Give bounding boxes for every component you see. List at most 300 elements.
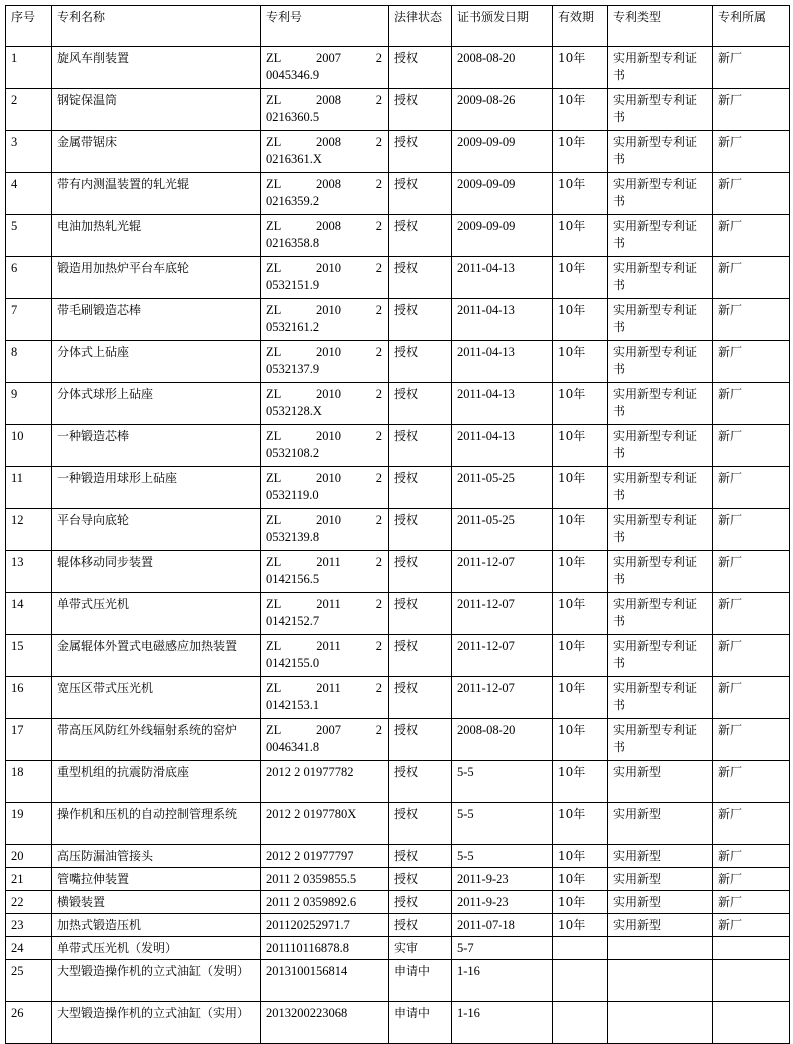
patent-no-line1: [266, 470, 384, 487]
row-index: 11: [6, 467, 52, 509]
row-issue-date: 5-5: [452, 803, 553, 845]
patent-no-line2: 0532137.9: [266, 362, 320, 376]
patent-no-part: ZL: [266, 135, 282, 149]
row-index: 5: [6, 215, 52, 257]
patent-no-line1: [266, 176, 384, 193]
row-type: 实用新型专利证书: [608, 635, 713, 677]
row-issue-date: 2011-04-13: [452, 383, 553, 425]
patent-no-line1: [266, 260, 384, 277]
row-issue-date: 2011-12-07: [452, 677, 553, 719]
patent-no-part: 2011: [316, 555, 341, 569]
patent-no-line1: [266, 512, 384, 529]
row-type: 实用新型专利证书: [608, 467, 713, 509]
patent-no-line1: [266, 386, 384, 403]
patent-no-line1: [266, 722, 384, 739]
row-validity: 10年: [553, 341, 608, 383]
patent-no-line1: [266, 554, 384, 571]
row-patent-no: 2013200223068: [261, 1002, 389, 1044]
patent-no-line1: [266, 344, 384, 361]
row-owner: 新厂: [713, 467, 790, 509]
row-type: 实用新型专利证书: [608, 299, 713, 341]
row-name: 单带式压光机: [52, 593, 261, 635]
patent-no-part: 2: [375, 303, 382, 317]
patent-no-part: ZL: [266, 51, 282, 65]
row-validity: 10年: [553, 845, 608, 868]
row-patent-no: [261, 89, 389, 131]
row-owner: 新厂: [713, 341, 790, 383]
row-patent-no: [261, 593, 389, 635]
row-name: 锻造用加热炉平台车底轮: [52, 257, 261, 299]
table-row: [6, 551, 790, 593]
row-legal-status: 授权: [389, 845, 452, 868]
row-validity: 10年: [553, 173, 608, 215]
patent-no-part: ZL: [266, 345, 282, 359]
row-issue-date: 2011-9-23: [452, 868, 553, 891]
row-owner: 新厂: [713, 845, 790, 868]
row-issue-date: 2008-08-20: [452, 719, 553, 761]
row-type: 实用新型专利证书: [608, 47, 713, 89]
table-row: [6, 1002, 790, 1044]
row-name: 重型机组的抗震防滑底座: [52, 761, 261, 803]
row-owner: 新厂: [713, 47, 790, 89]
row-owner: 新厂: [713, 509, 790, 551]
row-type: 实用新型专利证书: [608, 509, 713, 551]
header-legal-status: 法律状态: [389, 6, 452, 47]
row-patent-no: 2012 2 01977797: [261, 845, 389, 868]
row-name: 高压防漏油管接头: [52, 845, 261, 868]
patent-no-part: 2: [375, 723, 382, 737]
row-owner: 新厂: [713, 593, 790, 635]
table-row: [6, 761, 790, 803]
row-patent-no: 2012 2 0197780X: [261, 803, 389, 845]
row-owner: 新厂: [713, 677, 790, 719]
header-patent-no: 专利号: [261, 6, 389, 47]
patent-no-line2: 0532119.0: [266, 488, 319, 502]
row-patent-no: [261, 509, 389, 551]
row-index: 4: [6, 173, 52, 215]
row-type: 实用新型专利证书: [608, 593, 713, 635]
row-owner: 新厂: [713, 868, 790, 891]
row-type: 实用新型: [608, 891, 713, 914]
row-validity: 10年: [553, 131, 608, 173]
row-owner: 新厂: [713, 257, 790, 299]
row-name: 管嘴拉伸装置: [52, 868, 261, 891]
row-type: 实用新型: [608, 761, 713, 803]
row-index: 15: [6, 635, 52, 677]
patent-no-part: ZL: [266, 261, 282, 275]
row-validity: 10年: [553, 677, 608, 719]
patent-no-part: 2: [375, 135, 382, 149]
patent-no-part: ZL: [266, 303, 282, 317]
row-index: 6: [6, 257, 52, 299]
row-validity: [553, 960, 608, 1002]
table-row: [6, 960, 790, 1002]
row-validity: 10年: [553, 803, 608, 845]
patent-no-line1: [266, 596, 384, 613]
patent-no-part: ZL: [266, 471, 282, 485]
row-name: 分体式上砧座: [52, 341, 261, 383]
patent-no-line1: [266, 638, 384, 655]
patent-no-line2: 0216361.X: [266, 152, 322, 166]
row-issue-date: 2011-05-25: [452, 509, 553, 551]
row-index: 7: [6, 299, 52, 341]
patent-no-line2: 0142152.7: [266, 614, 320, 628]
row-type: 实用新型: [608, 845, 713, 868]
table-row: [6, 719, 790, 761]
patent-no-line1: [266, 92, 384, 109]
table-row: [6, 89, 790, 131]
row-owner: [713, 1002, 790, 1044]
row-owner: 新厂: [713, 299, 790, 341]
patent-no-line2: 0216360.5: [266, 110, 320, 124]
row-validity: 10年: [553, 257, 608, 299]
patent-no-part: 2010: [316, 513, 342, 527]
row-legal-status: 授权: [389, 215, 452, 257]
patent-no-line1: [266, 218, 384, 235]
row-type: 实用新型专利证书: [608, 257, 713, 299]
row-patent-no: [261, 257, 389, 299]
row-patent-no: 201120252971.7: [261, 914, 389, 937]
patent-no-line2: 0532108.2: [266, 446, 320, 460]
row-name: 金属辊体外置式电磁感应加热装置: [52, 635, 261, 677]
table-row: [6, 868, 790, 891]
row-patent-no: [261, 551, 389, 593]
row-index: 2: [6, 89, 52, 131]
row-legal-status: 实审: [389, 937, 452, 960]
patent-no-line2: 0046341.8: [266, 740, 320, 754]
patent-no-part: ZL: [266, 723, 282, 737]
patent-no-part: 2008: [316, 135, 342, 149]
row-owner: 新厂: [713, 914, 790, 937]
row-owner: 新厂: [713, 425, 790, 467]
patent-no-part: 2: [375, 681, 382, 695]
patent-no-part: 2010: [316, 429, 342, 443]
row-issue-date: 2011-04-13: [452, 341, 553, 383]
row-issue-date: 1-16: [452, 960, 553, 1002]
row-patent-no: 2012 2 01977782: [261, 761, 389, 803]
table-row: [6, 257, 790, 299]
row-validity: 10年: [553, 467, 608, 509]
row-type: 实用新型专利证书: [608, 677, 713, 719]
row-patent-no: 2011 2 0359855.5: [261, 868, 389, 891]
row-patent-no: [261, 341, 389, 383]
row-validity: [553, 1002, 608, 1044]
row-legal-status: 授权: [389, 383, 452, 425]
row-owner: 新厂: [713, 719, 790, 761]
row-issue-date: 2008-08-20: [452, 47, 553, 89]
row-legal-status: 授权: [389, 257, 452, 299]
table-row: [6, 845, 790, 868]
row-validity: 10年: [553, 425, 608, 467]
row-index: 18: [6, 761, 52, 803]
patent-no-part: 2: [375, 51, 382, 65]
row-index: 19: [6, 803, 52, 845]
row-legal-status: 授权: [389, 299, 452, 341]
row-name: 辊体移动同步装置: [52, 551, 261, 593]
row-index: 23: [6, 914, 52, 937]
patent-no-part: 2: [375, 639, 382, 653]
row-index: 22: [6, 891, 52, 914]
header-issue-date: 证书颁发日期: [452, 6, 553, 47]
patent-no-part: 2010: [316, 303, 342, 317]
row-patent-no: [261, 299, 389, 341]
row-legal-status: 授权: [389, 509, 452, 551]
row-validity: 10年: [553, 719, 608, 761]
patent-no-line2: 0142153.1: [266, 698, 320, 712]
row-issue-date: 2009-08-26: [452, 89, 553, 131]
row-owner: 新厂: [713, 131, 790, 173]
patent-no-part: ZL: [266, 429, 282, 443]
header-row: [6, 6, 790, 47]
row-patent-no: [261, 383, 389, 425]
row-issue-date: 2009-09-09: [452, 215, 553, 257]
row-validity: 10年: [553, 47, 608, 89]
row-index: 14: [6, 593, 52, 635]
patent-no-line2: 0142156.5: [266, 572, 320, 586]
row-issue-date: 5-7: [452, 937, 553, 960]
row-name: 操作机和压机的自动控制管理系统: [52, 803, 261, 845]
row-type: 实用新型专利证书: [608, 215, 713, 257]
row-legal-status: 授权: [389, 131, 452, 173]
table-row: [6, 47, 790, 89]
row-legal-status: 授权: [389, 467, 452, 509]
patent-no-part: ZL: [266, 639, 282, 653]
row-validity: [553, 937, 608, 960]
patent-no-part: 2: [375, 597, 382, 611]
row-issue-date: 2009-09-09: [452, 131, 553, 173]
row-validity: 10年: [553, 215, 608, 257]
table-row: [6, 131, 790, 173]
table-row: [6, 914, 790, 937]
header-index: 序号: [6, 6, 52, 47]
patent-no-line1: [266, 428, 384, 445]
row-type: 实用新型专利证书: [608, 89, 713, 131]
row-index: 20: [6, 845, 52, 868]
row-type: 实用新型专利证书: [608, 131, 713, 173]
patent-no-line2: 0532139.8: [266, 530, 320, 544]
patent-no-part: 2: [375, 177, 382, 191]
row-patent-no: 201110116878.8: [261, 937, 389, 960]
row-legal-status: 授权: [389, 173, 452, 215]
row-validity: 10年: [553, 593, 608, 635]
patent-no-part: 2010: [316, 387, 342, 401]
row-owner: 新厂: [713, 891, 790, 914]
row-legal-status: 申请中: [389, 1002, 452, 1044]
row-legal-status: 授权: [389, 47, 452, 89]
table-row: [6, 467, 790, 509]
patent-no-line1: [266, 302, 384, 319]
table-row: [6, 299, 790, 341]
patent-no-part: ZL: [266, 219, 282, 233]
row-index: 17: [6, 719, 52, 761]
row-validity: 10年: [553, 868, 608, 891]
patent-no-part: 2008: [316, 177, 342, 191]
row-type: [608, 960, 713, 1002]
row-index: 12: [6, 509, 52, 551]
patent-no-part: 2010: [316, 471, 342, 485]
patent-no-part: 2: [375, 513, 382, 527]
row-patent-no: [261, 425, 389, 467]
row-legal-status: 授权: [389, 761, 452, 803]
row-validity: 10年: [553, 551, 608, 593]
row-validity: 10年: [553, 635, 608, 677]
row-validity: 10年: [553, 891, 608, 914]
row-issue-date: 2011-04-13: [452, 299, 553, 341]
patent-no-part: 2008: [316, 93, 342, 107]
row-issue-date: 2011-12-07: [452, 635, 553, 677]
row-name: 旋风车削装置: [52, 47, 261, 89]
row-legal-status: 申请中: [389, 960, 452, 1002]
header-owner: 专利所属: [713, 6, 790, 47]
row-index: 9: [6, 383, 52, 425]
row-owner: [713, 937, 790, 960]
header-name: 专利名称: [52, 6, 261, 47]
row-index: 24: [6, 937, 52, 960]
row-index: 8: [6, 341, 52, 383]
patent-no-part: ZL: [266, 681, 282, 695]
patent-no-line2: 0216359.2: [266, 194, 320, 208]
row-legal-status: 授权: [389, 593, 452, 635]
row-issue-date: 5-5: [452, 845, 553, 868]
row-patent-no: [261, 677, 389, 719]
row-index: 21: [6, 868, 52, 891]
row-type: 实用新型专利证书: [608, 425, 713, 467]
row-legal-status: 授权: [389, 891, 452, 914]
row-name: 一种锻造芯棒: [52, 425, 261, 467]
row-issue-date: 2011-12-07: [452, 593, 553, 635]
patent-no-part: ZL: [266, 177, 282, 191]
row-patent-no: [261, 635, 389, 677]
header-validity: 有效期: [553, 6, 608, 47]
row-name: 金属带锯床: [52, 131, 261, 173]
table-row: [6, 635, 790, 677]
row-legal-status: 授权: [389, 719, 452, 761]
row-legal-status: 授权: [389, 341, 452, 383]
row-patent-no: [261, 131, 389, 173]
row-name: 电油加热轧光辊: [52, 215, 261, 257]
row-legal-status: 授权: [389, 868, 452, 891]
patent-no-part: 2011: [316, 639, 341, 653]
patent-no-part: ZL: [266, 555, 282, 569]
patent-no-part: 2: [375, 471, 382, 485]
patent-no-part: 2010: [316, 345, 342, 359]
patent-no-part: 2011: [316, 597, 341, 611]
row-owner: 新厂: [713, 383, 790, 425]
row-legal-status: 授权: [389, 425, 452, 467]
row-legal-status: 授权: [389, 89, 452, 131]
patent-no-part: 2: [375, 345, 382, 359]
row-type: 实用新型专利证书: [608, 383, 713, 425]
row-name: 带毛刷锻造芯棒: [52, 299, 261, 341]
row-issue-date: 2011-07-18: [452, 914, 553, 937]
table-row: [6, 937, 790, 960]
header-type: 专利类型: [608, 6, 713, 47]
row-name: 宽压区带式压光机: [52, 677, 261, 719]
row-patent-no: 2013100156814: [261, 960, 389, 1002]
row-index: 16: [6, 677, 52, 719]
patent-no-part: 2: [375, 261, 382, 275]
row-legal-status: 授权: [389, 803, 452, 845]
row-type: 实用新型专利证书: [608, 551, 713, 593]
patent-no-part: 2007: [316, 723, 342, 737]
patent-no-line2: 0532151.9: [266, 278, 320, 292]
row-type: 实用新型专利证书: [608, 719, 713, 761]
row-issue-date: 2011-04-13: [452, 257, 553, 299]
patent-no-part: 2: [375, 387, 382, 401]
patent-no-part: ZL: [266, 387, 282, 401]
row-patent-no: [261, 173, 389, 215]
patent-no-part: 2: [375, 555, 382, 569]
row-issue-date: 2011-9-23: [452, 891, 553, 914]
row-issue-date: 5-5: [452, 761, 553, 803]
row-name: 分体式球形上砧座: [52, 383, 261, 425]
row-validity: 10年: [553, 761, 608, 803]
patent-no-line2: 0142155.0: [266, 656, 320, 670]
row-index: 10: [6, 425, 52, 467]
row-issue-date: 2011-05-25: [452, 467, 553, 509]
patent-no-part: 2: [375, 429, 382, 443]
row-issue-date: 2009-09-09: [452, 173, 553, 215]
patent-no-line2: 0532128.X: [266, 404, 322, 418]
row-legal-status: 授权: [389, 677, 452, 719]
row-issue-date: 2011-12-07: [452, 551, 553, 593]
row-name: 横锻装置: [52, 891, 261, 914]
patent-no-line2: 0532161.2: [266, 320, 320, 334]
row-validity: 10年: [553, 914, 608, 937]
row-name: 加热式锻造压机: [52, 914, 261, 937]
row-issue-date: 1-16: [452, 1002, 553, 1044]
row-validity: 10年: [553, 299, 608, 341]
row-owner: [713, 960, 790, 1002]
table-row: [6, 383, 790, 425]
patent-no-part: 2010: [316, 261, 342, 275]
patent-no-line2: 0045346.9: [266, 68, 320, 82]
patent-no-part: 2: [375, 93, 382, 107]
patent-no-line1: [266, 680, 384, 697]
row-name: 钢锭保温筒: [52, 89, 261, 131]
row-index: 25: [6, 960, 52, 1002]
row-owner: 新厂: [713, 173, 790, 215]
patent-no-line1: [266, 50, 384, 67]
patent-no-part: 2008: [316, 219, 342, 233]
table-row: [6, 677, 790, 719]
row-patent-no: [261, 47, 389, 89]
row-name: 大型锻造操作机的立式油缸（实用）: [52, 1002, 261, 1044]
row-name: 带有内测温装置的轧光辊: [52, 173, 261, 215]
row-name: 单带式压光机（发明）: [52, 937, 261, 960]
row-patent-no: [261, 467, 389, 509]
row-owner: 新厂: [713, 89, 790, 131]
patent-no-line2: 0216358.8: [266, 236, 320, 250]
table-row: [6, 891, 790, 914]
table-row: [6, 173, 790, 215]
row-patent-no: 2011 2 0359892.6: [261, 891, 389, 914]
row-validity: 10年: [553, 383, 608, 425]
row-patent-no: [261, 719, 389, 761]
row-legal-status: 授权: [389, 635, 452, 677]
row-type: 实用新型: [608, 914, 713, 937]
row-type: 实用新型专利证书: [608, 173, 713, 215]
patent-no-part: 2: [375, 219, 382, 233]
table-row: [6, 509, 790, 551]
patent-no-part: 2007: [316, 51, 342, 65]
row-owner: 新厂: [713, 761, 790, 803]
table-row: [6, 803, 790, 845]
row-name: 一种锻造用球形上砧座: [52, 467, 261, 509]
table-row: [6, 593, 790, 635]
table-row: [6, 341, 790, 383]
patent-no-part: ZL: [266, 597, 282, 611]
